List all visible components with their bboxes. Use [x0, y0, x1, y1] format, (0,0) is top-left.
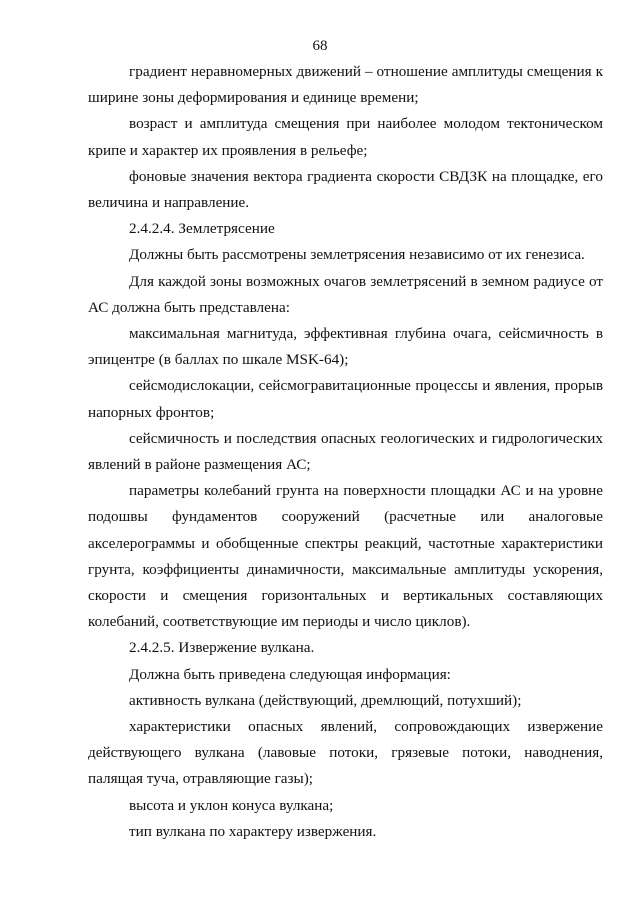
paragraph-seismodislocations: сейсмодислокации, сейсмогравитационные процессы и явления, прорыв напорных фронтов; [88, 377, 603, 421]
paragraph-earthquakes-considered: Должны быть рассмотрены землетрясения независимо от их генезиса. [129, 246, 585, 264]
paragraph-movement-gradient: градиент неравномерных движений – отношение амплитуды смещения к ширине зоны деформирования и единице времени; [88, 63, 603, 107]
section-heading-earthquake: 2.4.2.4. Землетрясение [129, 220, 275, 238]
paragraph-max-magnitude: максимальная магнитуда, эффективная глубина очага, сейсмичность в эпицентре (в баллах по шкале MSK-64); [88, 325, 603, 369]
paragraph-creep-age: возраст и амплитуда смещения при наиболее молодом тектоническом крипе и характер их проявления в рельефе; [88, 115, 603, 159]
paragraph-zone-requirements: Для каждой зоны возможных очагов землетрясений в земном радиусе от АС должна быть представлена: [88, 272, 603, 316]
page-number: 68 [312, 38, 328, 54]
paragraph-ground-vibration-parameters: параметры колебаний грунта на поверхности площадки АС и на уровне подошвы фундаментов сооружений (расчетные или аналоговые акселерограммы и обобщенные спектры реакций, частотные характеристики грунта, коэффициенты динамичности, максимальные амплитуды ускорения, скорости и смещения горизонтальных и вертикальных составляющих колебаний, соответствующие им периоды и число циклов). [88, 482, 603, 631]
paragraph-background-values: фоновые значения вектора градиента скорости СВДЗК на площадке, его величина и направление. [88, 167, 603, 212]
paragraph-required-information: Должна быть приведена следующая информация: [129, 665, 451, 683]
paragraph-seismicity-consequences: сейсмичность и последствия опасных геологических и гидрологических явлений в районе размещения АС; [88, 429, 603, 474]
paragraph-volcano-type: тип вулкана по характеру извержения. [129, 822, 377, 840]
paragraph-hazard-characteristics: характеристики опасных явлений, сопровождающих извержение действующего вулкана (лавовые потоки, грязевые потоки, наводнения, палящая туча, отравляющие газы); [88, 718, 603, 788]
paragraph-cone-height-slope: высота и уклон конуса вулкана; [129, 796, 334, 814]
paragraph-volcano-activity: активность вулкана (действующий, дремлющий, потухший); [129, 691, 522, 709]
document-body [88, 59, 603, 845]
section-heading-volcano: 2.4.2.5. Извержение вулкана. [129, 639, 315, 657]
